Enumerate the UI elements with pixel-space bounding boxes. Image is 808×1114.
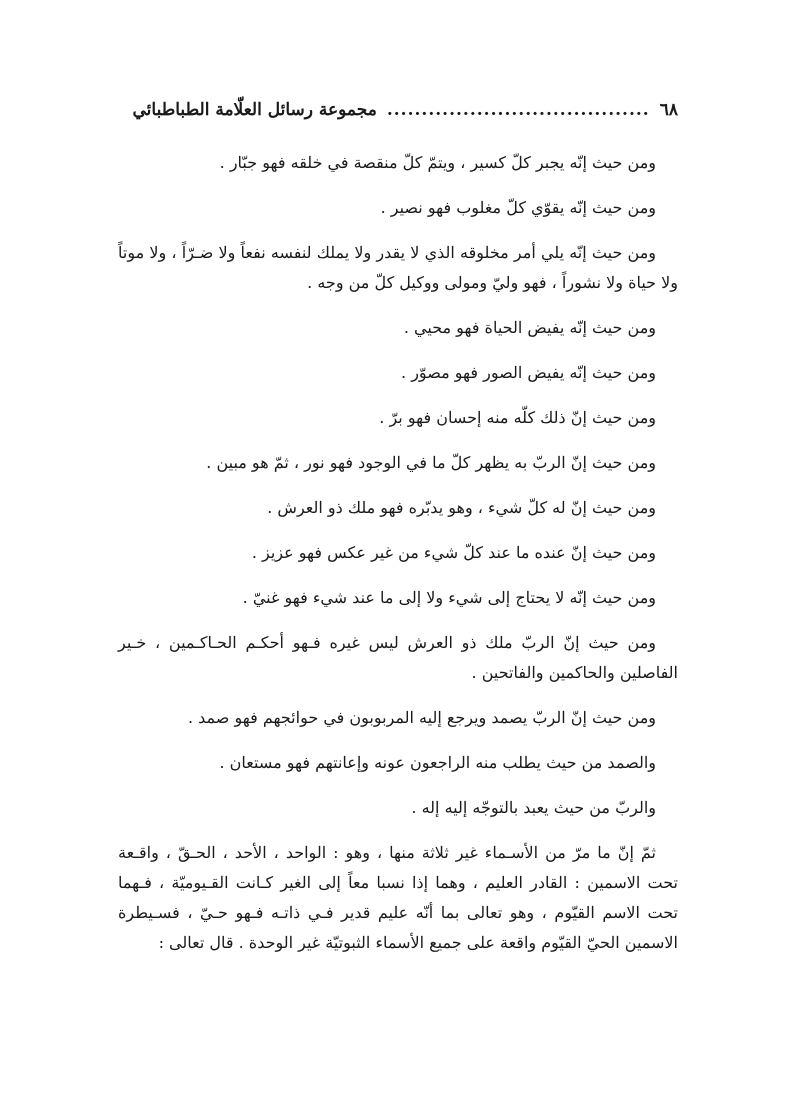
paragraph: ثمّ إنّ ما مرّ من الأسـماء غير ثلاثة منها ، وهو : الواحد ، الأحد ، الحـقّ ، واقـعة تحت الاسمين : القادر العليم ، وهما إذا نسبا معاً إلى الغير كـانت القـيوميّة ، فـهما تحت الاسم القيّوم ، وهو تعالى بما أنّه عليم قدير فـي ذاتـه فـهو حـيّ ، فسـيطرة الاسمين الحيّ القيّوم واقعة على جميع الأسماء الثبوتيّة غير الوحدة . قال تعالى : <box>118 843 678 952</box>
page-number: ٦٨ <box>659 100 678 120</box>
paragraph: ومن حيث إنّ ذلك كلّه منه إحسان فهو برّ . <box>379 408 656 427</box>
paragraph: والربّ من حيث يعبد بالتوجّه إليه إله . <box>411 798 656 817</box>
page-header <box>118 97 678 123</box>
paragraph: ومن حيث إنّ الربّ به يظهر كلّ ما في الوجود فهو نور ، ثمّ هو مبين . <box>206 453 656 472</box>
paragraph: ومن حيث إنّه يجبر كلّ كسير ، ويتمّ كلّ منقصة في خلقه فهو جبّار . <box>219 153 656 172</box>
paragraph: ومن حيث إنّ له كلّ شيء ، وهو يدبّره فهو ملك ذو العرش . <box>267 498 656 517</box>
paragraph: ومن حيث إنّ عنده ما عند كلّ شيء من غير عكس فهو عزيز . <box>251 543 656 562</box>
paragraph: ومن حيث إنّ الربّ يصمد ويرجع إليه المربوبون في حوائجهم فهو صمد . <box>187 708 656 727</box>
paragraph: ومن حيث إنّ الربّ ملك ذو العرش ليس غيره فـهو أحكـم الحـاكـمين ، خـير الفاصلين والحاكمين والفاتحين . <box>118 633 678 682</box>
paragraph: ومن حيث إنّه لا يحتاج إلى شيء ولا إلى ما عند شيء فهو غنيّ . <box>242 588 656 607</box>
paragraph: والصمد من حيث يطلب منه الراجعون عونه وإعانتهم فهو مستعان . <box>219 753 656 772</box>
paragraph: ومن حيث إنّه يقوّي كلّ مغلوب فهو نصير . <box>380 198 656 217</box>
book-title: مجموعة رسائل العلّامة الطباطبائي <box>132 100 377 120</box>
paragraph: ومن حيث إنّه يلي أمر مخلوقه الذي لا يقدر ولا يملك لنفسه نفعاً ولا ضـرّاً ، ولا موتاً ولا حياة ولا نشوراً ، فهو وليّ ومولى ووكيل كلّ من وجه . <box>118 243 678 292</box>
body-text <box>118 148 678 971</box>
paragraph: ومن حيث إنّه يفيض الصور فهو مصوّر . <box>401 363 656 382</box>
header-leader-dots: ...................................... <box>386 100 650 120</box>
paragraph: ومن حيث إنّه يفيض الحياة فهو محيي . <box>403 318 656 337</box>
